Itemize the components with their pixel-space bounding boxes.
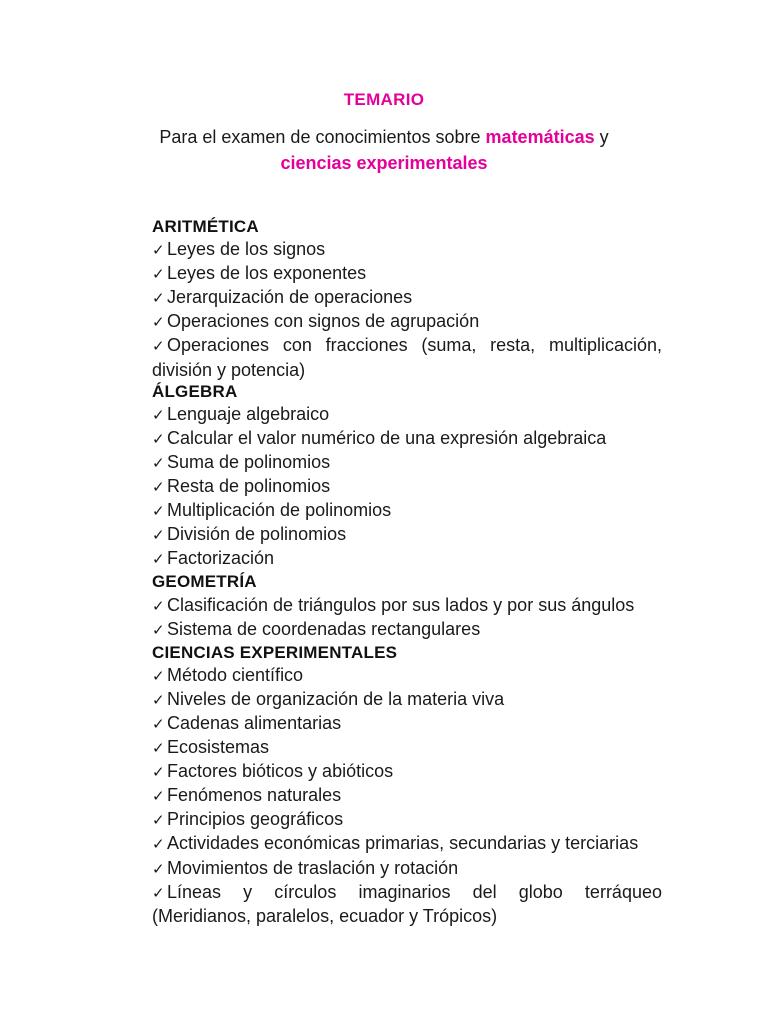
list-item: ✓ Sistema de coordenadas rectangulares <box>152 618 662 642</box>
list-item: ✓ Factores bióticos y abióticos <box>152 760 662 784</box>
checkmark-icon: ✓ <box>152 740 165 758</box>
list-item: ✓ Operaciones con fracciones (suma, resta, multiplicación, división y potencia) <box>152 335 662 380</box>
section-heading-geometria: GEOMETRÍA <box>152 572 257 592</box>
list-item: ✓ Leyes de los exponentes <box>152 262 662 286</box>
list-item: ✓ Principios geográficos <box>152 808 662 832</box>
subtitle-text-middle: y <box>594 127 609 147</box>
checkmark-icon: ✓ <box>152 454 165 472</box>
list-item: ✓ Factorización <box>152 547 662 571</box>
checkmark-icon: ✓ <box>152 503 165 521</box>
subtitle-highlight-science: ciencias experimentales <box>280 153 488 173</box>
checkmark-icon: ✓ <box>152 764 165 782</box>
list-item: ✓ Operaciones con signos de agrupación <box>152 310 662 334</box>
checkmark-icon: ✓ <box>152 242 165 260</box>
document-title: TEMARIO <box>343 90 425 109</box>
list-item: ✓ Jerarquización de operaciones <box>152 286 662 310</box>
checkmark-icon: ✓ <box>152 430 165 448</box>
checkmark-icon: ✓ <box>152 788 165 806</box>
checkmark-icon: ✓ <box>152 621 165 639</box>
checkmark-icon: ✓ <box>152 667 165 685</box>
checkmark-icon: ✓ <box>152 527 165 545</box>
list-item: ✓ Leyes de los signos <box>152 238 662 262</box>
list-item: ✓ Suma de polinomios <box>152 451 662 475</box>
checkmark-icon: ✓ <box>152 266 165 284</box>
checkmark-icon: ✓ <box>152 884 165 902</box>
checkmark-icon: ✓ <box>152 597 165 615</box>
list-item: ✓ Movimientos de traslación y rotación <box>152 857 662 881</box>
checkmark-icon: ✓ <box>152 479 165 497</box>
list-item: ✓ Calcular el valor numérico de una expresión algebraica <box>152 427 662 451</box>
list-item: ✓ Actividades económicas primarias, secundarias y terciarias <box>152 832 662 856</box>
subtitle-highlight-math: matemáticas <box>485 127 595 147</box>
checkmark-icon: ✓ <box>152 406 165 424</box>
checkmark-icon: ✓ <box>152 691 165 709</box>
list-item: ✓ Cadenas alimentarias <box>152 712 662 736</box>
list-item: ✓ División de polinomios <box>152 523 662 547</box>
list-item: ✓ Niveles de organización de la materia viva <box>152 688 662 712</box>
section-heading-aritmetica: ARITMÉTICA <box>152 217 259 236</box>
list-item: ✓ Multiplicación de polinomios <box>152 499 662 523</box>
checkmark-icon: ✓ <box>152 551 165 569</box>
checkmark-icon: ✓ <box>152 338 165 356</box>
checkmark-icon: ✓ <box>152 836 165 854</box>
checkmark-icon: ✓ <box>152 812 165 830</box>
list-item: ✓ Lenguaje algebraico <box>152 403 662 427</box>
checkmark-icon: ✓ <box>152 860 165 878</box>
list-item: ✓ Clasificación de triángulos por sus lados y por sus ángulos <box>152 594 662 618</box>
section-heading-algebra: ÁLGEBRA <box>152 381 238 401</box>
list-item: ✓ Ecosistemas <box>152 736 662 760</box>
checkmark-icon: ✓ <box>152 290 165 308</box>
list-item: ✓ Método científico <box>152 664 662 688</box>
section-heading-ciencias: CIENCIAS EXPERIMENTALES <box>152 642 398 662</box>
list-item: ✓ Líneas y círculos imaginarios del globo terráqueo (Meridianos, paralelos, ecuador y Trópicos) <box>152 881 662 926</box>
checkmark-icon: ✓ <box>152 715 165 733</box>
syllabus-content <box>152 216 662 927</box>
subtitle-text-start: Para el examen de conocimientos sobre <box>159 127 486 147</box>
list-item: ✓ Resta de polinomios <box>152 475 662 499</box>
checkmark-icon: ✓ <box>152 314 165 332</box>
document-subtitle <box>100 124 668 176</box>
list-item: ✓ Fenómenos naturales <box>152 784 662 808</box>
